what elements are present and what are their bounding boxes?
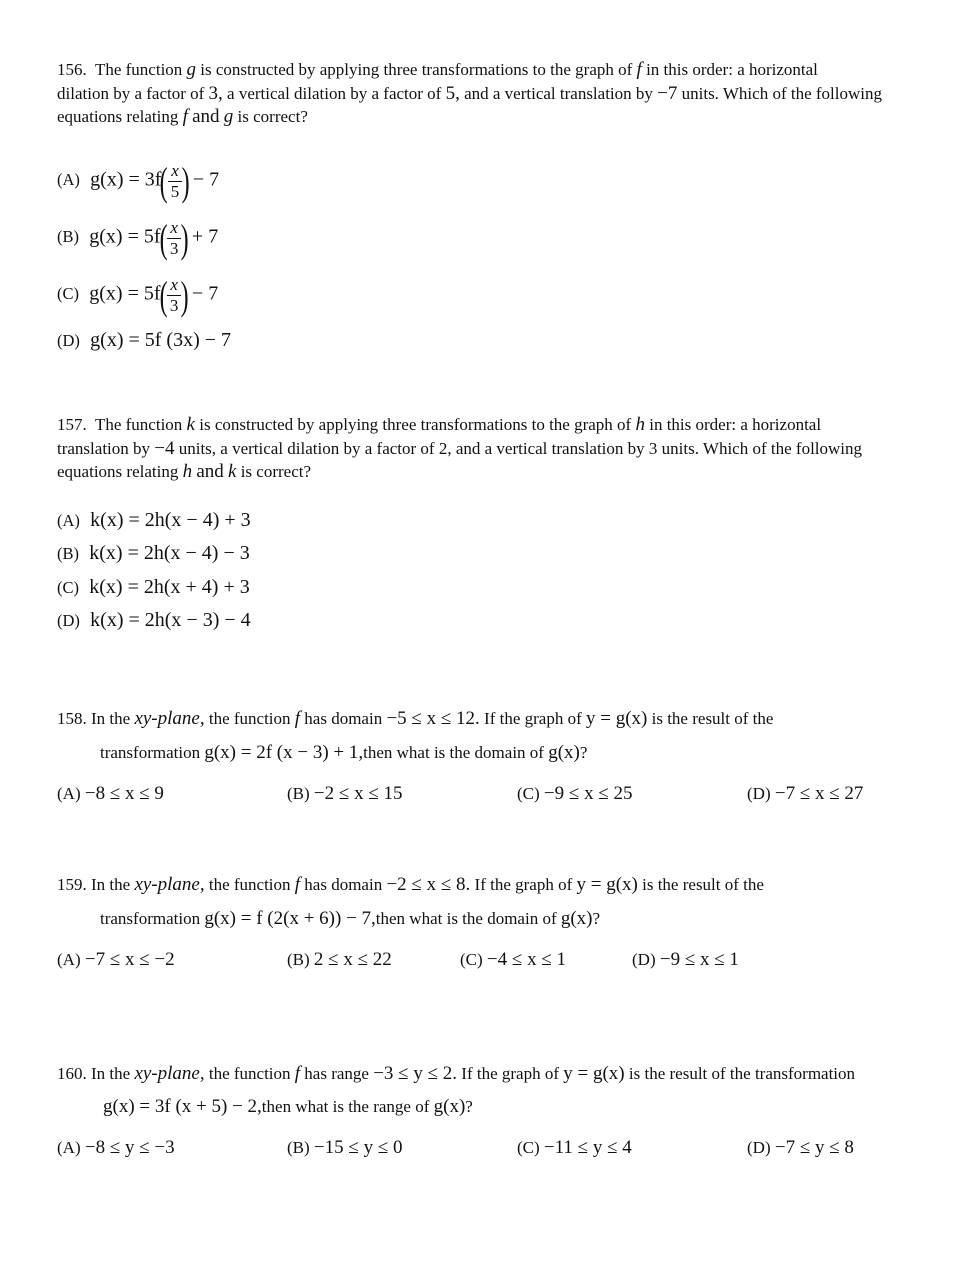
choice-label: (B)	[287, 784, 310, 803]
choice-label: (D)	[747, 1138, 771, 1157]
stem-text: and a vertical translation by	[464, 83, 653, 103]
stem-text: dilation by a factor of	[57, 83, 205, 103]
choice-value: −8 ≤ y ≤ −3	[84, 1137, 175, 1158]
choice-label: (C)	[57, 578, 79, 597]
stem-text: transformation	[100, 743, 201, 762]
transformation-expression: g(x) = 3f (x + 5) − 2,	[103, 1096, 262, 1117]
function-expression: g(x)	[548, 742, 580, 763]
choice-label: (A)	[57, 1138, 81, 1157]
stem-text: is correct?	[237, 107, 308, 126]
domain-expression: −5 ≤ x ≤ 12.	[386, 708, 480, 729]
stem-text: units, a vertical dilation by a factor of 2, and a vertical translation by 3 units. Which of the following	[178, 438, 863, 458]
stem-text: has range	[304, 1064, 369, 1083]
question-156-stem	[57, 58, 927, 129]
choice-label: (B)	[57, 227, 79, 247]
stem-text: is the result of the	[642, 875, 764, 894]
stem-text: If the graph of	[484, 709, 582, 728]
stem-text: and	[196, 461, 224, 482]
choice-expression: g(x) = 5f (3x) − 7	[90, 329, 232, 351]
paren-open: (	[160, 159, 169, 204]
denominator: 3	[169, 296, 179, 315]
function-k: k	[186, 414, 195, 435]
choice-label: (B)	[287, 950, 310, 969]
choice-158-a[interactable]	[57, 783, 164, 805]
transformation-expression: g(x) = f (2(x + 6)) − 7,	[204, 908, 376, 929]
translation-value: −4	[154, 437, 175, 459]
choice-expression: g(x) = 5f	[89, 282, 161, 305]
choice-value: −4 ≤ x ≤ 1	[486, 949, 566, 970]
fraction	[167, 275, 182, 316]
stem-text: In the	[91, 709, 131, 728]
stem-text: in this order: a horizontal	[646, 60, 818, 79]
choice-value: −8 ≤ x ≤ 9	[84, 783, 164, 804]
choice-value: 2 ≤ x ≤ 22	[313, 949, 392, 970]
function-h: h	[635, 414, 645, 435]
choice-value: −2 ≤ x ≤ 15	[313, 783, 403, 804]
xy-plane: xy-plane,	[134, 708, 205, 729]
choice-159-b[interactable]	[287, 949, 392, 971]
numerator: x	[167, 218, 181, 239]
choice-value: −7 ≤ x ≤ 27	[774, 783, 864, 804]
question-159-stem-line2	[100, 908, 600, 930]
stem-text: In the	[91, 875, 131, 894]
graph-expression: y = g(x)	[563, 1063, 625, 1084]
choice-160-a[interactable]	[57, 1137, 175, 1159]
stem-text: the function	[208, 709, 291, 728]
question-number: 156.	[57, 60, 87, 79]
choice-label: (B)	[57, 544, 79, 563]
question-number: 159.	[57, 875, 87, 894]
function-k: k	[228, 461, 237, 482]
paren-open: (	[159, 273, 168, 318]
stem-text: The function	[94, 60, 183, 79]
choice-158-d[interactable]	[747, 783, 863, 805]
choice-160-d[interactable]	[747, 1137, 854, 1159]
choice-157-c[interactable]	[57, 576, 250, 599]
choice-156-d[interactable]	[57, 329, 231, 352]
range-expression: −3 ≤ y ≤ 2.	[373, 1063, 458, 1084]
choice-value: −11 ≤ y ≤ 4	[543, 1137, 632, 1158]
stem-text: the function	[208, 1064, 291, 1083]
question-number: 158.	[57, 709, 87, 728]
stem-text: is the result of the	[651, 709, 774, 728]
choice-label: (A)	[57, 784, 81, 803]
stem-text: then what is the domain of	[363, 743, 544, 762]
choice-157-d[interactable]	[57, 609, 251, 632]
choice-159-a[interactable]	[57, 949, 175, 971]
stem-text: transformation	[100, 909, 201, 928]
function-f: f	[294, 874, 301, 895]
choice-value: −9 ≤ x ≤ 25	[543, 783, 633, 804]
function-f: f	[294, 1063, 301, 1084]
choice-expression: + 7	[191, 225, 219, 248]
stem-text: then what is the domain of	[375, 909, 557, 928]
question-160-stem-line1	[57, 1063, 855, 1085]
choice-label: (D)	[57, 611, 80, 630]
stem-text: In the	[91, 1064, 131, 1083]
xy-plane: xy-plane,	[134, 874, 205, 895]
choice-156-a[interactable]	[57, 158, 219, 205]
choice-expression: k(x) = 2h(x − 4) − 3	[89, 542, 250, 564]
fraction	[168, 161, 183, 202]
choice-expression: g(x) = 5f	[89, 225, 161, 248]
choice-160-b[interactable]	[287, 1137, 403, 1159]
question-number: 157.	[57, 415, 87, 434]
choice-158-c[interactable]	[517, 783, 633, 805]
choice-159-c[interactable]	[460, 949, 566, 971]
choice-expression: − 7	[192, 168, 220, 191]
translation-value: −7	[657, 82, 678, 104]
stem-text: equations relating	[57, 462, 179, 481]
stem-text: and	[192, 106, 220, 127]
paren-close: )	[181, 273, 190, 318]
function-g: g	[223, 106, 234, 127]
stem-text: equations relating	[57, 107, 179, 126]
question-number: 160.	[57, 1064, 87, 1083]
choice-157-b[interactable]	[57, 542, 250, 565]
choice-expression: − 7	[191, 282, 219, 305]
choice-expression: k(x) = 2h(x − 4) + 3	[90, 509, 251, 531]
stem-text: is correct?	[240, 462, 312, 481]
stem-text: is constructed by applying three transformations to the graph of	[200, 60, 633, 79]
graph-expression: y = g(x)	[586, 708, 648, 729]
question-mark: ?	[579, 743, 588, 762]
choice-value: −15 ≤ y ≤ 0	[313, 1137, 403, 1158]
question-157-stem	[57, 413, 927, 484]
paren-close: )	[181, 216, 190, 261]
stem-text: is constructed by applying three transformations to the graph of	[199, 415, 632, 434]
question-160-stem-line2	[103, 1096, 473, 1118]
choice-label: (C)	[460, 950, 483, 969]
stem-text: a vertical dilation by a factor of	[227, 83, 442, 103]
choice-156-c[interactable]	[57, 272, 218, 319]
xy-plane: xy-plane,	[134, 1063, 205, 1084]
choice-expression: g(x) = 3f	[90, 168, 162, 191]
choice-label: (C)	[57, 284, 79, 304]
numerator: x	[168, 161, 182, 182]
question-158-stem-line1	[57, 708, 773, 730]
paren-close: )	[181, 159, 190, 204]
question-159-stem-line1	[57, 874, 764, 896]
function-g: g	[186, 59, 197, 80]
stem-text: If the graph of	[474, 875, 573, 894]
graph-expression: y = g(x)	[576, 874, 638, 895]
stem-text: units. Which of the following	[681, 83, 882, 103]
denominator: 3	[169, 239, 179, 258]
stem-text: has domain	[304, 875, 383, 894]
choice-label: (A)	[57, 511, 80, 530]
question-mark: ?	[465, 1097, 473, 1116]
choice-158-b[interactable]	[287, 783, 403, 805]
function-f: f	[636, 59, 642, 80]
choice-value: −7 ≤ x ≤ −2	[84, 949, 175, 970]
choice-160-c[interactable]	[517, 1137, 632, 1159]
stem-text: translation by	[57, 438, 151, 458]
question-mark: ?	[592, 909, 601, 928]
factor-value: 5,	[445, 82, 460, 104]
domain-expression: −2 ≤ x ≤ 8.	[386, 874, 471, 895]
choice-value: −7 ≤ y ≤ 8	[774, 1137, 854, 1158]
choice-159-d[interactable]	[632, 949, 739, 971]
choice-label: (A)	[57, 170, 80, 190]
stem-text: the function	[208, 875, 291, 894]
choice-label: (C)	[517, 1138, 540, 1157]
stem-text: in this order: a horizontal	[649, 415, 822, 434]
choice-label: (D)	[747, 784, 771, 803]
stem-text: has domain	[304, 709, 383, 728]
choice-156-b[interactable]	[57, 215, 218, 262]
fraction	[167, 218, 182, 259]
choice-label: (A)	[57, 950, 81, 969]
choice-label: (B)	[287, 1138, 310, 1157]
choice-label: (D)	[57, 331, 80, 350]
function-f: f	[182, 106, 188, 127]
function-h: h	[182, 461, 193, 482]
function-expression: g(x)	[433, 1096, 466, 1117]
transformation-expression: g(x) = 2f (x − 3) + 1,	[204, 742, 364, 763]
denominator: 5	[170, 182, 180, 201]
function-f: f	[294, 708, 301, 729]
choice-expression: k(x) = 2h(x − 3) − 4	[90, 609, 251, 631]
choice-label: (C)	[517, 784, 540, 803]
stem-text: is the result of the transformation	[628, 1064, 856, 1083]
function-expression: g(x)	[560, 908, 593, 929]
stem-text: If the graph of	[461, 1064, 560, 1083]
choice-label: (D)	[632, 950, 656, 969]
choice-value: −9 ≤ x ≤ 1	[659, 949, 739, 970]
stem-text: then what is the range of	[261, 1097, 430, 1116]
numerator: x	[167, 275, 181, 296]
question-158-stem-line2	[100, 742, 587, 764]
factor-value: 3,	[208, 82, 223, 104]
choice-expression: k(x) = 2h(x + 4) + 3	[89, 576, 250, 598]
stem-text: The function	[94, 415, 183, 434]
paren-open: (	[159, 216, 168, 261]
choice-157-a[interactable]	[57, 509, 251, 532]
